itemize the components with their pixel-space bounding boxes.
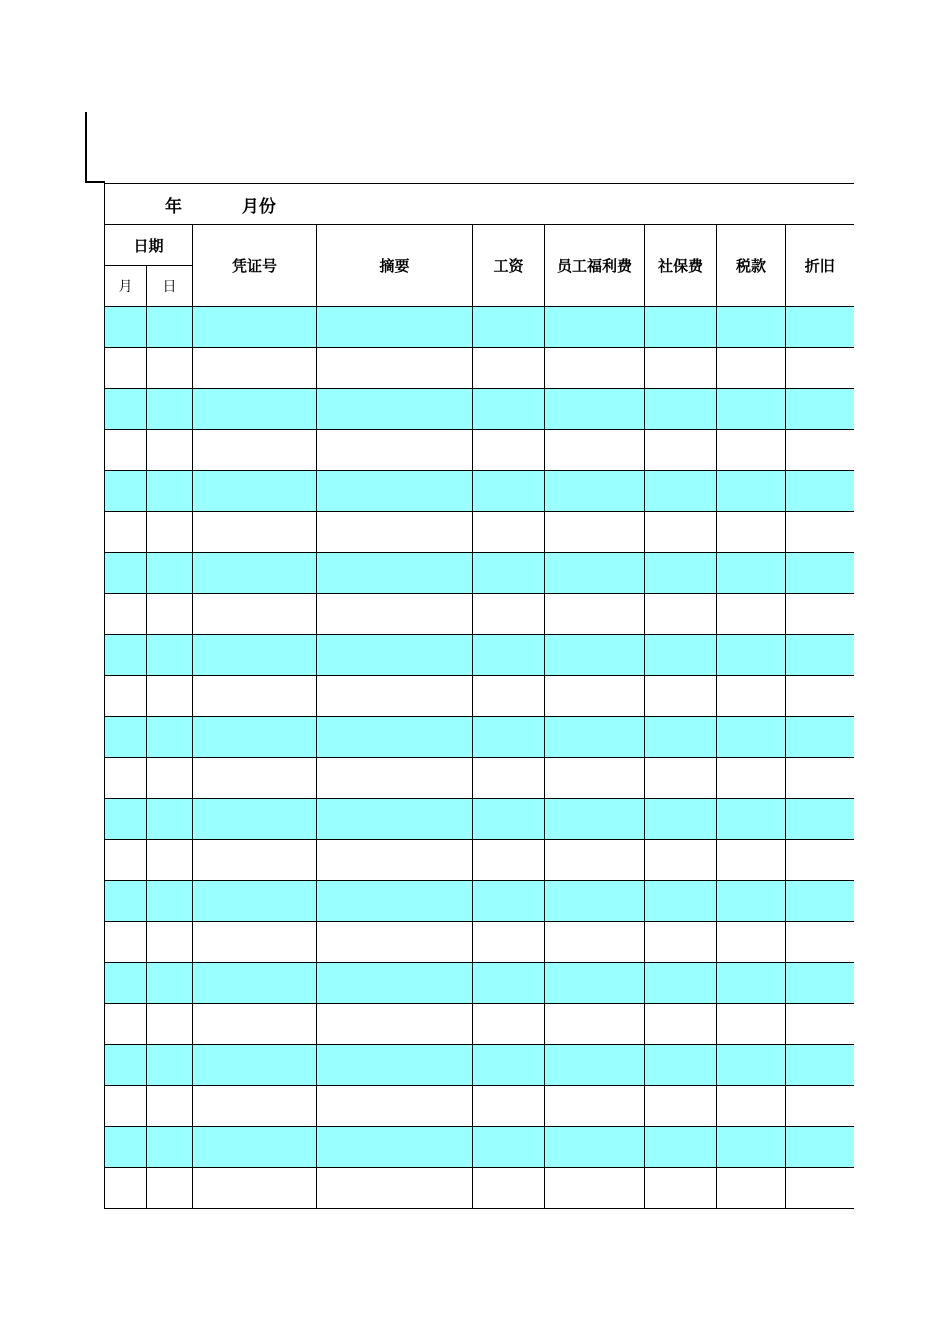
month-cell[interactable] [105,676,147,717]
salary-cell[interactable] [473,635,545,676]
salary-cell[interactable] [473,594,545,635]
month-cell[interactable] [105,635,147,676]
depreciation-cell[interactable] [786,922,854,963]
depreciation-cell[interactable] [786,799,854,840]
summary-cell[interactable] [317,1045,473,1086]
welfare-cell[interactable] [545,963,645,1004]
month-label: 月份 [241,196,276,217]
summary-cell[interactable] [317,389,473,430]
social-cell[interactable] [645,1086,717,1127]
voucher-cell[interactable] [193,430,317,471]
table-row [105,389,854,430]
table-row [105,676,854,717]
date-header: 日期 [105,225,193,266]
table-row [105,758,854,799]
header-row-1 [105,225,854,266]
month-cell[interactable] [105,799,147,840]
voucher-cell[interactable] [193,717,317,758]
depreciation-cell[interactable] [786,594,854,635]
depreciation-cell[interactable] [786,881,854,922]
social-cell[interactable] [645,430,717,471]
month-cell[interactable] [105,348,147,389]
welfare-cell[interactable] [545,922,645,963]
tax-cell[interactable] [717,471,786,512]
summary-cell[interactable] [317,1086,473,1127]
salary-cell[interactable] [473,389,545,430]
social-cell[interactable] [645,881,717,922]
table-row [105,307,854,348]
table-row [105,717,854,758]
summary-cell[interactable] [317,717,473,758]
summary-cell[interactable] [317,840,473,881]
summary-cell[interactable] [317,430,473,471]
depreciation-cell[interactable] [786,1004,854,1045]
summary-cell[interactable] [317,348,473,389]
welfare-cell[interactable] [545,430,645,471]
month-cell[interactable] [105,389,147,430]
table-row [105,553,854,594]
depreciation-cell[interactable] [786,758,854,799]
table-row [105,430,854,471]
table-row [105,799,854,840]
table-row [105,1168,854,1209]
depreciation-cell[interactable] [786,307,854,348]
voucher-cell[interactable] [193,676,317,717]
tax-cell[interactable] [717,717,786,758]
day-cell[interactable] [147,881,193,922]
day-cell[interactable] [147,471,193,512]
month-cell[interactable] [105,1127,147,1168]
table-row [105,471,854,512]
depreciation-header: 折旧 [786,225,854,307]
voucher-cell[interactable] [193,1127,317,1168]
tax-cell[interactable] [717,963,786,1004]
social-cell[interactable] [645,1127,717,1168]
voucher-header: 凭证号 [193,225,317,307]
tax-cell[interactable] [717,1004,786,1045]
day-cell[interactable] [147,430,193,471]
salary-cell[interactable] [473,1045,545,1086]
welfare-cell[interactable] [545,1045,645,1086]
depreciation-cell[interactable] [786,676,854,717]
day-cell[interactable] [147,348,193,389]
tax-cell[interactable] [717,758,786,799]
welfare-cell[interactable] [545,594,645,635]
welfare-cell[interactable] [545,553,645,594]
salary-cell[interactable] [473,676,545,717]
voucher-cell[interactable] [193,471,317,512]
salary-cell[interactable] [473,553,545,594]
tax-cell[interactable] [717,799,786,840]
period-title [105,184,854,225]
salary-cell[interactable] [473,307,545,348]
depreciation-cell[interactable] [786,1168,854,1209]
voucher-cell[interactable] [193,1168,317,1209]
month-cell[interactable] [105,553,147,594]
day-cell[interactable] [147,922,193,963]
day-cell[interactable] [147,1168,193,1209]
tax-header: 税款 [717,225,786,307]
social-header: 社保费 [645,225,717,307]
depreciation-cell[interactable] [786,389,854,430]
summary-cell[interactable] [317,922,473,963]
voucher-cell[interactable] [193,594,317,635]
voucher-cell[interactable] [193,307,317,348]
voucher-cell[interactable] [193,1045,317,1086]
social-cell[interactable] [645,635,717,676]
tax-cell[interactable] [717,1168,786,1209]
social-cell[interactable] [645,307,717,348]
summary-header: 摘要 [317,225,473,307]
month-cell[interactable] [105,717,147,758]
day-cell[interactable] [147,594,193,635]
month-cell[interactable] [105,1168,147,1209]
tax-cell[interactable] [717,922,786,963]
table-row [105,512,854,553]
depreciation-cell[interactable] [786,717,854,758]
welfare-header: 员工福利费 [545,225,645,307]
summary-cell[interactable] [317,512,473,553]
month-cell[interactable] [105,840,147,881]
summary-cell[interactable] [317,471,473,512]
social-cell[interactable] [645,594,717,635]
voucher-cell[interactable] [193,922,317,963]
welfare-cell[interactable] [545,635,645,676]
salary-cell[interactable] [473,512,545,553]
day-subheader: 日 [147,266,193,307]
day-cell[interactable] [147,758,193,799]
title-row [105,184,854,225]
tax-cell[interactable] [717,553,786,594]
day-cell[interactable] [147,553,193,594]
depreciation-cell[interactable] [786,1127,854,1168]
summary-cell[interactable] [317,676,473,717]
day-cell[interactable] [147,512,193,553]
social-cell[interactable] [645,922,717,963]
depreciation-cell[interactable] [786,348,854,389]
table-row [105,881,854,922]
depreciation-cell[interactable] [786,430,854,471]
tax-cell[interactable] [717,1086,786,1127]
depreciation-cell[interactable] [786,471,854,512]
welfare-cell[interactable] [545,1127,645,1168]
depreciation-cell[interactable] [786,1045,854,1086]
table-row [105,594,854,635]
voucher-cell[interactable] [193,799,317,840]
depreciation-cell[interactable] [786,963,854,1004]
tax-cell[interactable] [717,1045,786,1086]
salary-cell[interactable] [473,1086,545,1127]
voucher-cell[interactable] [193,881,317,922]
day-cell[interactable] [147,1086,193,1127]
welfare-cell[interactable] [545,348,645,389]
social-cell[interactable] [645,1004,717,1045]
month-cell[interactable] [105,1086,147,1127]
table-row [105,348,854,389]
month-cell[interactable] [105,922,147,963]
salary-cell[interactable] [473,881,545,922]
day-cell[interactable] [147,1045,193,1086]
depreciation-cell[interactable] [786,512,854,553]
summary-cell[interactable] [317,1127,473,1168]
month-cell[interactable] [105,963,147,1004]
social-cell[interactable] [645,840,717,881]
summary-cell[interactable] [317,635,473,676]
month-subheader: 月 [105,266,147,307]
voucher-cell[interactable] [193,389,317,430]
month-cell[interactable] [105,1045,147,1086]
welfare-cell[interactable] [545,471,645,512]
tax-cell[interactable] [717,881,786,922]
table-row [105,1127,854,1168]
tax-cell[interactable] [717,1127,786,1168]
voucher-cell[interactable] [193,758,317,799]
salary-cell[interactable] [473,758,545,799]
month-cell[interactable] [105,471,147,512]
social-cell[interactable] [645,389,717,430]
welfare-cell[interactable] [545,512,645,553]
depreciation-cell[interactable] [786,840,854,881]
day-cell[interactable] [147,799,193,840]
salary-cell[interactable] [473,963,545,1004]
month-cell[interactable] [105,881,147,922]
social-cell[interactable] [645,799,717,840]
salary-header: 工资 [473,225,545,307]
depreciation-cell[interactable] [786,553,854,594]
day-cell[interactable] [147,676,193,717]
welfare-cell[interactable] [545,717,645,758]
voucher-cell[interactable] [193,840,317,881]
day-cell[interactable] [147,635,193,676]
salary-cell[interactable] [473,922,545,963]
social-cell[interactable] [645,717,717,758]
ledger-table [104,183,854,1209]
voucher-cell[interactable] [193,963,317,1004]
day-cell[interactable] [147,963,193,1004]
table-row [105,840,854,881]
social-cell[interactable] [645,758,717,799]
month-cell[interactable] [105,758,147,799]
tax-cell[interactable] [717,676,786,717]
welfare-cell[interactable] [545,1168,645,1209]
summary-cell[interactable] [317,1004,473,1045]
voucher-cell[interactable] [193,1086,317,1127]
tax-cell[interactable] [717,348,786,389]
tax-cell[interactable] [717,840,786,881]
day-cell[interactable] [147,307,193,348]
welfare-cell[interactable] [545,881,645,922]
margin-marker [85,112,87,183]
summary-cell[interactable] [317,553,473,594]
welfare-cell[interactable] [545,799,645,840]
welfare-cell[interactable] [545,840,645,881]
table-row [105,1004,854,1045]
month-cell[interactable] [105,307,147,348]
tax-cell[interactable] [717,512,786,553]
salary-cell[interactable] [473,430,545,471]
day-cell[interactable] [147,717,193,758]
voucher-cell[interactable] [193,553,317,594]
table-row [105,963,854,1004]
salary-cell[interactable] [473,1168,545,1209]
month-cell[interactable] [105,594,147,635]
welfare-cell[interactable] [545,389,645,430]
salary-cell[interactable] [473,348,545,389]
welfare-cell[interactable] [545,1086,645,1127]
tax-cell[interactable] [717,389,786,430]
social-cell[interactable] [645,676,717,717]
voucher-cell[interactable] [193,512,317,553]
salary-cell[interactable] [473,1004,545,1045]
tax-cell[interactable] [717,430,786,471]
day-cell[interactable] [147,389,193,430]
voucher-cell[interactable] [193,1004,317,1045]
day-cell[interactable] [147,1004,193,1045]
welfare-cell[interactable] [545,307,645,348]
welfare-cell[interactable] [545,676,645,717]
day-cell[interactable] [147,840,193,881]
social-cell[interactable] [645,471,717,512]
social-cell[interactable] [645,553,717,594]
salary-cell[interactable] [473,799,545,840]
table-row [105,635,854,676]
margin-marker-foot [85,181,105,183]
social-cell[interactable] [645,1168,717,1209]
welfare-cell[interactable] [545,758,645,799]
table-row [105,1086,854,1127]
social-cell[interactable] [645,512,717,553]
social-cell[interactable] [645,1045,717,1086]
month-cell[interactable] [105,430,147,471]
salary-cell[interactable] [473,717,545,758]
table-row [105,922,854,963]
summary-cell[interactable] [317,1168,473,1209]
depreciation-cell[interactable] [786,1086,854,1127]
voucher-cell[interactable] [193,635,317,676]
salary-cell[interactable] [473,1127,545,1168]
tax-cell[interactable] [717,594,786,635]
summary-cell[interactable] [317,307,473,348]
table-row [105,1045,854,1086]
voucher-cell[interactable] [193,348,317,389]
month-cell[interactable] [105,1004,147,1045]
salary-cell[interactable] [473,840,545,881]
depreciation-cell[interactable] [786,635,854,676]
summary-cell[interactable] [317,963,473,1004]
summary-cell[interactable] [317,758,473,799]
social-cell[interactable] [645,963,717,1004]
welfare-cell[interactable] [545,1004,645,1045]
summary-cell[interactable] [317,594,473,635]
day-cell[interactable] [147,1127,193,1168]
tax-cell[interactable] [717,635,786,676]
summary-cell[interactable] [317,799,473,840]
month-cell[interactable] [105,512,147,553]
summary-cell[interactable] [317,881,473,922]
salary-cell[interactable] [473,471,545,512]
social-cell[interactable] [645,348,717,389]
tax-cell[interactable] [717,307,786,348]
year-label: 年 [165,196,182,217]
